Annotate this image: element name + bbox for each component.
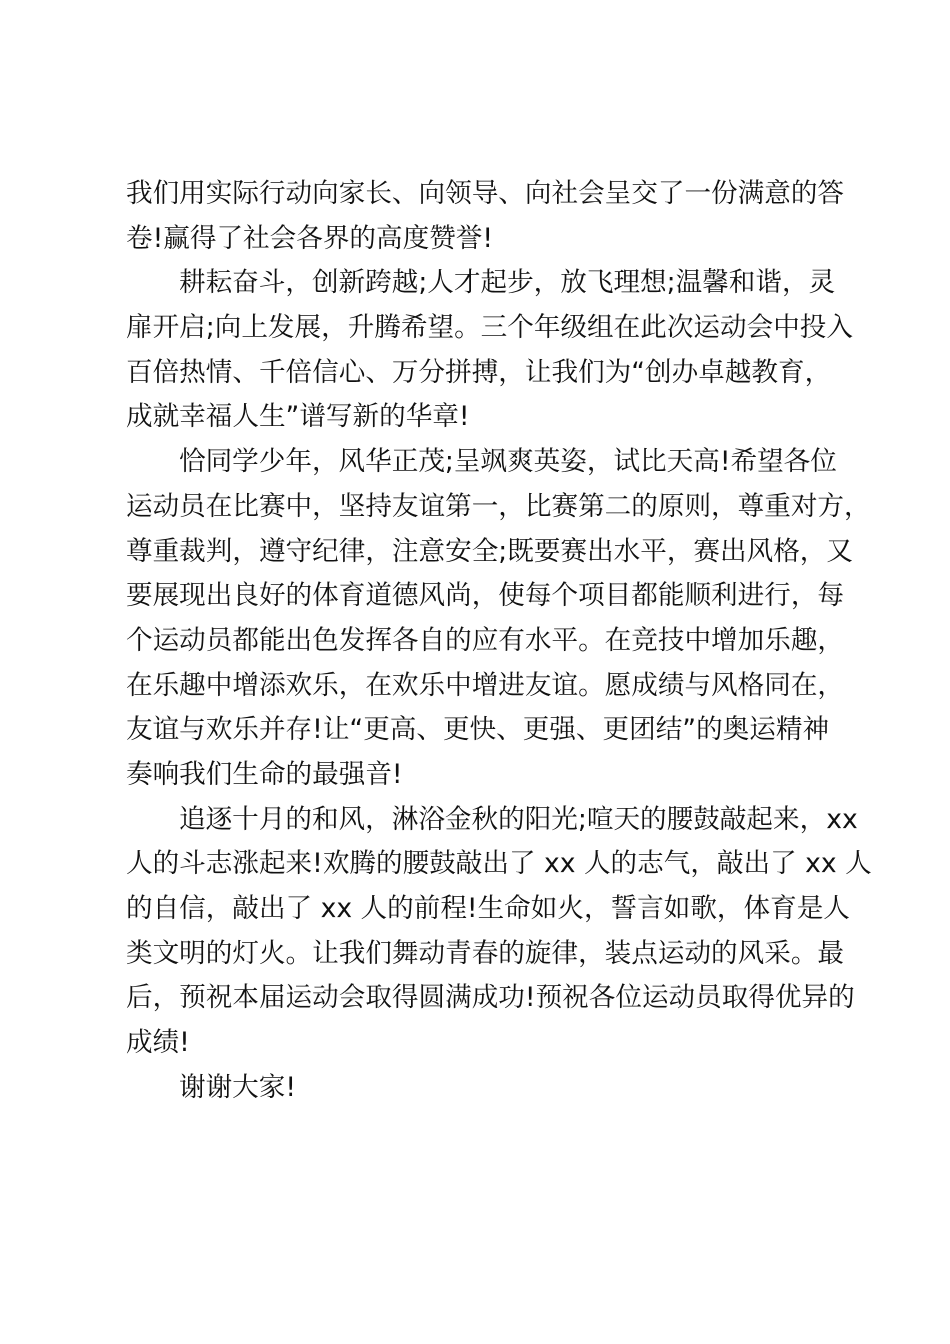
text-line: 扉开启;向上发展，升腾希望。三个年级组在此次运动会中投入: [126, 312, 853, 344]
paragraph-1: [126, 172, 860, 261]
paragraph-2: [126, 261, 860, 440]
text-line: 成就幸福人生”谱写新的华章!: [126, 401, 470, 433]
text-line: 在乐趣中增添欢乐，在欢乐中增进友谊。愿成绩与风格同在，: [126, 669, 845, 701]
text-line: 要展现出良好的体育道德风尚，使每个项目都能顺利进行，每: [126, 580, 845, 612]
text-line: 友谊与欢乐并存!让“更高、更快、更强、更团结”的奥运精神: [126, 714, 830, 746]
text-line: 人的斗志涨起来!欢腾的腰鼓敲出了 xx 人的志气，敲出了 xx 人: [126, 848, 872, 880]
text-line: 百倍热情、千倍信心、万分拼搏，让我们为“创办卓越教育，: [126, 356, 832, 388]
text-line: 卷!赢得了社会各界的高度赞誉!: [126, 222, 494, 254]
text-line: 运动员在比赛中，坚持友谊第一，比赛第二的原则，尊重对方，: [126, 490, 871, 522]
text-line: 后，预祝本届运动会取得圆满成功!预祝各位运动员取得优异的: [126, 982, 855, 1014]
text-line: 个运动员都能出色发挥各自的应有水平。在竞技中增加乐趣，: [126, 624, 845, 656]
text-line: 的自信，敲出了 xx 人的前程!生命如火，誓言如歌，体育是人: [126, 893, 850, 924]
text-line: 成绩!: [126, 1027, 190, 1059]
paragraph-5: [126, 1066, 860, 1111]
text-line: 谢谢大家!: [179, 1071, 297, 1103]
paragraph-3: [126, 440, 871, 798]
document-body: [126, 172, 872, 1110]
text-line: 奏响我们生命的最强音!: [126, 758, 403, 790]
text-line: 类文明的灯火。让我们舞动青春的旋律，装点运动的风采。最: [126, 937, 845, 969]
paragraph-4: [126, 798, 872, 1066]
text-line: 追逐十月的和风，淋浴金秋的阳光;喧天的腰鼓敲起来，xx: [179, 803, 858, 835]
text-line: 我们用实际行动向家长、向领导、向社会呈交了一份满意的答: [126, 178, 845, 209]
text-line: 恰同学少年，风华正茂;呈飒爽英姿，试比天高!希望各位: [179, 446, 837, 478]
text-line: 尊重裁判，遵守纪律，注意安全;既要赛出水平，赛出风格，又: [126, 535, 853, 567]
text-line: 耕耘奋斗，创新跨越;人才起步，放飞理想;温馨和谐，灵: [179, 267, 836, 299]
